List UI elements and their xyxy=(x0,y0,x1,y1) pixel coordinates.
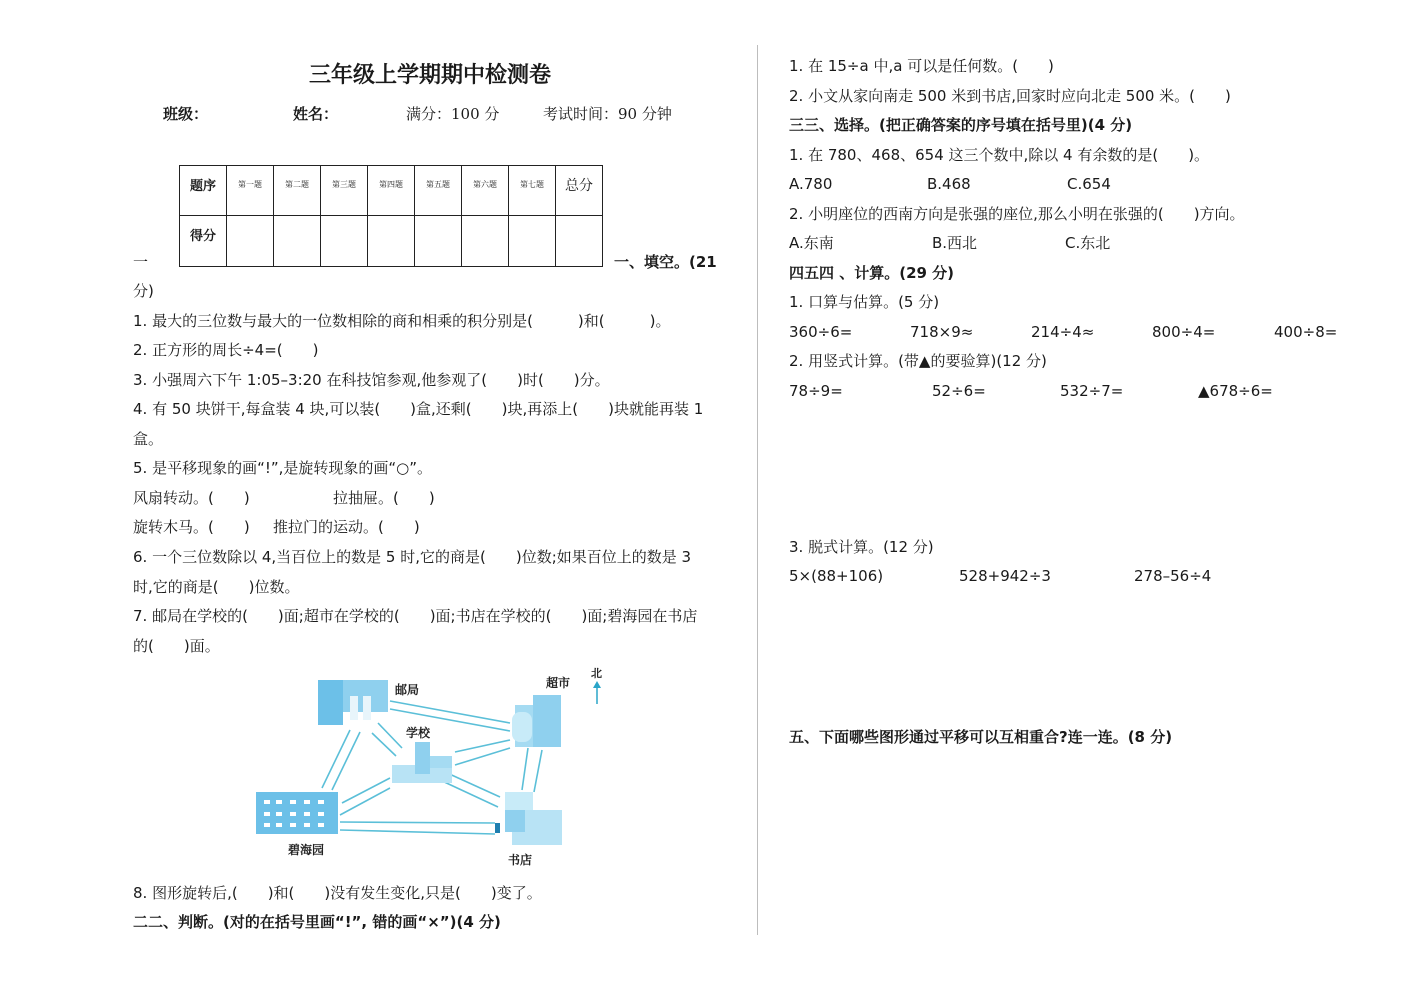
question-7-cont: 的( )面。 xyxy=(133,637,220,655)
section-title: 三三、选择。(把正确答案的序号填在括号里)(4 分) xyxy=(789,116,1133,134)
choice-2: 2. 小明座位的西南方向是张强的座位,那么小明在张强的( )方向。 xyxy=(789,205,1245,223)
supermarket-building xyxy=(512,695,561,747)
north-arrow-icon xyxy=(593,681,601,704)
label-bookstore: 书店 xyxy=(508,853,533,867)
full-score: 满分：100 分 xyxy=(406,105,500,123)
section-title: 一、填空。(21 xyxy=(614,253,717,271)
calc-item: ▲678÷6= xyxy=(1198,382,1273,400)
choice-option: A.780 xyxy=(789,175,833,193)
calc-item: 360÷6= xyxy=(789,323,853,341)
page-title: 三年级上学期期中检测卷 xyxy=(308,62,551,88)
calc-item: 5×(88+106) xyxy=(789,567,884,585)
column-divider xyxy=(757,45,758,935)
row-header: 得分 xyxy=(180,216,227,267)
score-cell[interactable] xyxy=(321,216,368,267)
column-header: 第四题 xyxy=(368,166,415,216)
calc-3-title: 3. 脱式计算。(12 分) xyxy=(789,538,934,556)
bookstore-building xyxy=(495,792,562,845)
label-north: 北 xyxy=(591,667,602,680)
question-8: 8. 图形旋转后,( )和( )没有发生变化,只是( )变了。 xyxy=(133,884,542,902)
q5-item: 旋转木马。( ) xyxy=(133,518,250,536)
calc-item: 52÷6= xyxy=(932,382,986,400)
score-cell[interactable] xyxy=(462,216,509,267)
question-3: 3. 小强周六下午 1:05–3:20 在科技馆参观,他参观了( )时( )分。 xyxy=(133,371,610,389)
section-title: 二二、判断。(对的在括号里画“!”, 错的画“×”)(4 分) xyxy=(133,913,501,931)
score-cell[interactable] xyxy=(368,216,415,267)
score-cell[interactable] xyxy=(556,216,603,267)
column-header: 第一题 xyxy=(227,166,274,216)
class-label: 班级： xyxy=(163,105,209,123)
q5-item: 推拉门的运动。( ) xyxy=(273,518,420,536)
label-post-office: 邮局 xyxy=(395,683,420,697)
section-title: 四五四 、计算。(29 分) xyxy=(789,264,955,282)
label-supermarket: 超市 xyxy=(546,676,571,690)
column-header: 第二题 xyxy=(274,166,321,216)
exam-time: 考试时间：90 分钟 xyxy=(543,105,672,123)
choice-option: C.东北 xyxy=(1065,234,1111,252)
calc-item: 400÷8= xyxy=(1274,323,1338,341)
calc-item: 214÷4≈ xyxy=(1031,323,1095,341)
question-6: 6. 一个三位数除以 4,当百位上的数是 5 时,它的商是( )位数;如果百位上的数是 3 xyxy=(133,548,692,566)
choice-option: B.西北 xyxy=(932,234,978,252)
question-2: 2. 正方形的周长÷4=( ) xyxy=(133,341,319,359)
column-header: 第三题 xyxy=(321,166,368,216)
question-4: 4. 有 50 块饼干,每盒装 4 块,可以装( )盒,还剩( )块,再添上( )块就能再装 1 xyxy=(133,400,704,418)
q5-item: 风扇转动。( ) xyxy=(133,489,250,507)
question-7: 7. 邮局在学校的( )面;超市在学校的( )面;书店在学校的( )面;碧海园在书店 xyxy=(133,607,698,625)
score-table xyxy=(179,165,603,267)
calc-item: 528+942÷3 xyxy=(959,567,1051,585)
judge-1: 1. 在 15÷a 中,a 可以是任何数。( ) xyxy=(789,57,1054,75)
choice-option: B.468 xyxy=(927,175,971,193)
question-5: 5. 是平移现象的画“!”,是旋转现象的画“○”。 xyxy=(133,459,433,477)
score-cell[interactable] xyxy=(415,216,462,267)
choice-option: A.东南 xyxy=(789,234,834,252)
calc-item: 718×9≈ xyxy=(910,323,974,341)
calc-item: 532÷7= xyxy=(1060,382,1124,400)
column-header-total: 总分 xyxy=(556,166,603,216)
school-building xyxy=(392,742,452,783)
column-header: 第五题 xyxy=(415,166,462,216)
column-header: 第六题 xyxy=(462,166,509,216)
name-label: 姓名： xyxy=(293,105,339,123)
score-cell[interactable] xyxy=(227,216,274,267)
question-6-cont: 时,它的商是( )位数。 xyxy=(133,578,300,596)
score-cell[interactable] xyxy=(509,216,556,267)
calc-item: 78÷9= xyxy=(789,382,843,400)
label-school: 学校 xyxy=(406,726,431,740)
location-map xyxy=(250,660,620,875)
table-row xyxy=(180,216,603,267)
choice-1: 1. 在 780、468、654 这三个数中,除以 4 有余数的是( )。 xyxy=(789,146,1210,164)
calc-item: 278–56÷4 xyxy=(1134,567,1212,585)
choice-option: C.654 xyxy=(1067,175,1111,193)
label-residence: 碧海园 xyxy=(288,843,325,857)
dash: 一 xyxy=(133,253,149,271)
table-row xyxy=(180,166,603,216)
post-office-building xyxy=(318,680,388,725)
residence-building xyxy=(256,792,338,834)
calc-2-title: 2. 用竖式计算。(带▲的要验算)(12 分) xyxy=(789,352,1047,370)
section-title-cont: 分) xyxy=(133,282,154,300)
question-4-cont: 盒。 xyxy=(133,430,164,448)
calc-item: 800÷4= xyxy=(1152,323,1216,341)
calc-1-title: 1. 口算与估算。(5 分) xyxy=(789,293,940,311)
score-cell[interactable] xyxy=(274,216,321,267)
q5-item: 拉抽屉。( ) xyxy=(333,489,435,507)
row-header: 题序 xyxy=(180,166,227,216)
question-1: 1. 最大的三位数与最大的一位数相除的商和相乘的积分别是( )和( )。 xyxy=(133,312,671,330)
section-title: 五、下面哪些图形通过平移可以互相重合?连一连。(8 分) xyxy=(789,728,1173,746)
judge-2: 2. 小文从家向南走 500 米到书店,回家时应向北走 500 米。( ) xyxy=(789,87,1231,105)
column-header: 第七题 xyxy=(509,166,556,216)
